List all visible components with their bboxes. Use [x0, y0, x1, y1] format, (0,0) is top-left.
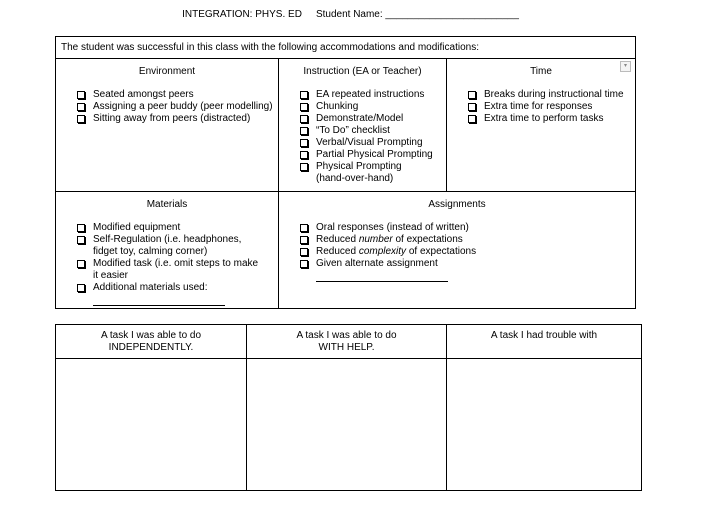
with-help-task-area[interactable] [247, 359, 446, 490]
instruction-item[interactable]: Physical Prompting (hand-over-hand) [300, 161, 408, 185]
assignment-blank-line[interactable] [316, 270, 448, 282]
instruction-item[interactable]: Chunking [300, 101, 440, 113]
environment-item[interactable]: Assigning a peer buddy (peer modelling) [77, 101, 278, 113]
time-heading: Time [530, 66, 552, 77]
instruction-item[interactable]: “To Do” checklist [300, 125, 440, 137]
checkbox-icon[interactable] [300, 248, 308, 256]
checkbox-icon[interactable] [77, 91, 85, 99]
checkbox-icon[interactable] [468, 91, 476, 99]
trouble-task-header: A task I had trouble with [490, 330, 598, 341]
time-item[interactable]: Extra time for responses [468, 101, 635, 113]
student-name-field[interactable]: Student Name: ________________________ [315, 9, 519, 20]
document-header [0, 9, 701, 20]
assignments-item[interactable]: Given alternate assignment [300, 258, 635, 282]
checkbox-icon[interactable] [300, 91, 308, 99]
assignments-cell [279, 192, 635, 309]
checkbox-icon[interactable] [300, 236, 308, 244]
instruction-cell [279, 59, 446, 191]
checkbox-icon[interactable] [300, 224, 308, 232]
checkbox-icon[interactable] [468, 103, 476, 111]
instruction-item[interactable]: EA repeated instructions [300, 89, 440, 101]
accommodations-table [55, 36, 636, 309]
assignments-heading: Assignments [428, 199, 486, 210]
checkbox-icon[interactable] [300, 127, 308, 135]
checkbox-icon[interactable] [77, 103, 85, 111]
assignments-item[interactable]: Oral responses (instead of written) [300, 222, 635, 234]
time-list [468, 89, 635, 125]
time-cell [447, 59, 635, 191]
instruction-list [300, 89, 440, 185]
environment-heading: Environment [138, 66, 196, 77]
checkbox-icon[interactable] [300, 163, 308, 171]
instruction-item[interactable]: Verbal/Visual Prompting [300, 137, 440, 149]
dropdown-handle-icon[interactable]: ▾ [620, 61, 631, 72]
environment-item[interactable]: Sitting away from peers (distracted) [77, 113, 278, 125]
task-table [55, 324, 642, 491]
materials-cell [56, 192, 278, 309]
time-item[interactable]: Extra time to perform tasks [468, 113, 635, 125]
checkbox-icon[interactable] [77, 260, 85, 268]
assignments-list [300, 222, 635, 282]
materials-heading: Materials [146, 199, 188, 210]
independent-task-header: A task I was able to do INDEPENDENTLY. [100, 330, 202, 353]
checkbox-icon[interactable] [300, 151, 308, 159]
document-title: INTEGRATION: PHYS. ED [182, 9, 302, 20]
environment-item[interactable]: Seated amongst peers [77, 89, 278, 101]
materials-item[interactable]: Modified task (i.e. omit steps to make it easier [77, 258, 265, 282]
checkbox-icon[interactable] [468, 115, 476, 123]
checkbox-icon[interactable] [300, 115, 308, 123]
materials-item[interactable]: Self-Regulation (i.e. headphones, fidget toy, calming corner) [77, 234, 263, 258]
environment-cell [56, 59, 278, 191]
independent-task-area[interactable] [56, 359, 246, 490]
checkbox-icon[interactable] [77, 224, 85, 232]
checkbox-icon[interactable] [77, 115, 85, 123]
instruction-heading: Instruction (EA or Teacher) [303, 66, 422, 77]
assignments-item[interactable]: Reduced complexity of expectations [300, 246, 635, 258]
checkbox-icon[interactable] [300, 103, 308, 111]
checkbox-icon[interactable] [300, 139, 308, 147]
with-help-task-header: A task I was able to do WITH HELP. [296, 330, 397, 353]
time-item[interactable]: Breaks during instructional time [468, 89, 635, 101]
instruction-item[interactable]: Partial Physical Prompting [300, 149, 440, 161]
checkbox-icon[interactable] [77, 284, 85, 292]
materials-list [77, 222, 267, 306]
environment-list [77, 89, 278, 125]
trouble-task-area[interactable] [447, 359, 641, 490]
assignments-item[interactable]: Reduced number of expectations [300, 234, 635, 246]
accommodations-intro: The student was successful in this class with the following accommodations and modifications: [56, 37, 635, 59]
materials-item[interactable]: Additional materials used: [77, 282, 267, 306]
materials-blank-line[interactable] [93, 294, 225, 306]
checkbox-icon[interactable] [300, 260, 308, 268]
instruction-item[interactable]: Demonstrate/Model [300, 113, 440, 125]
materials-item[interactable]: Modified equipment [77, 222, 267, 234]
checkbox-icon[interactable] [77, 236, 85, 244]
